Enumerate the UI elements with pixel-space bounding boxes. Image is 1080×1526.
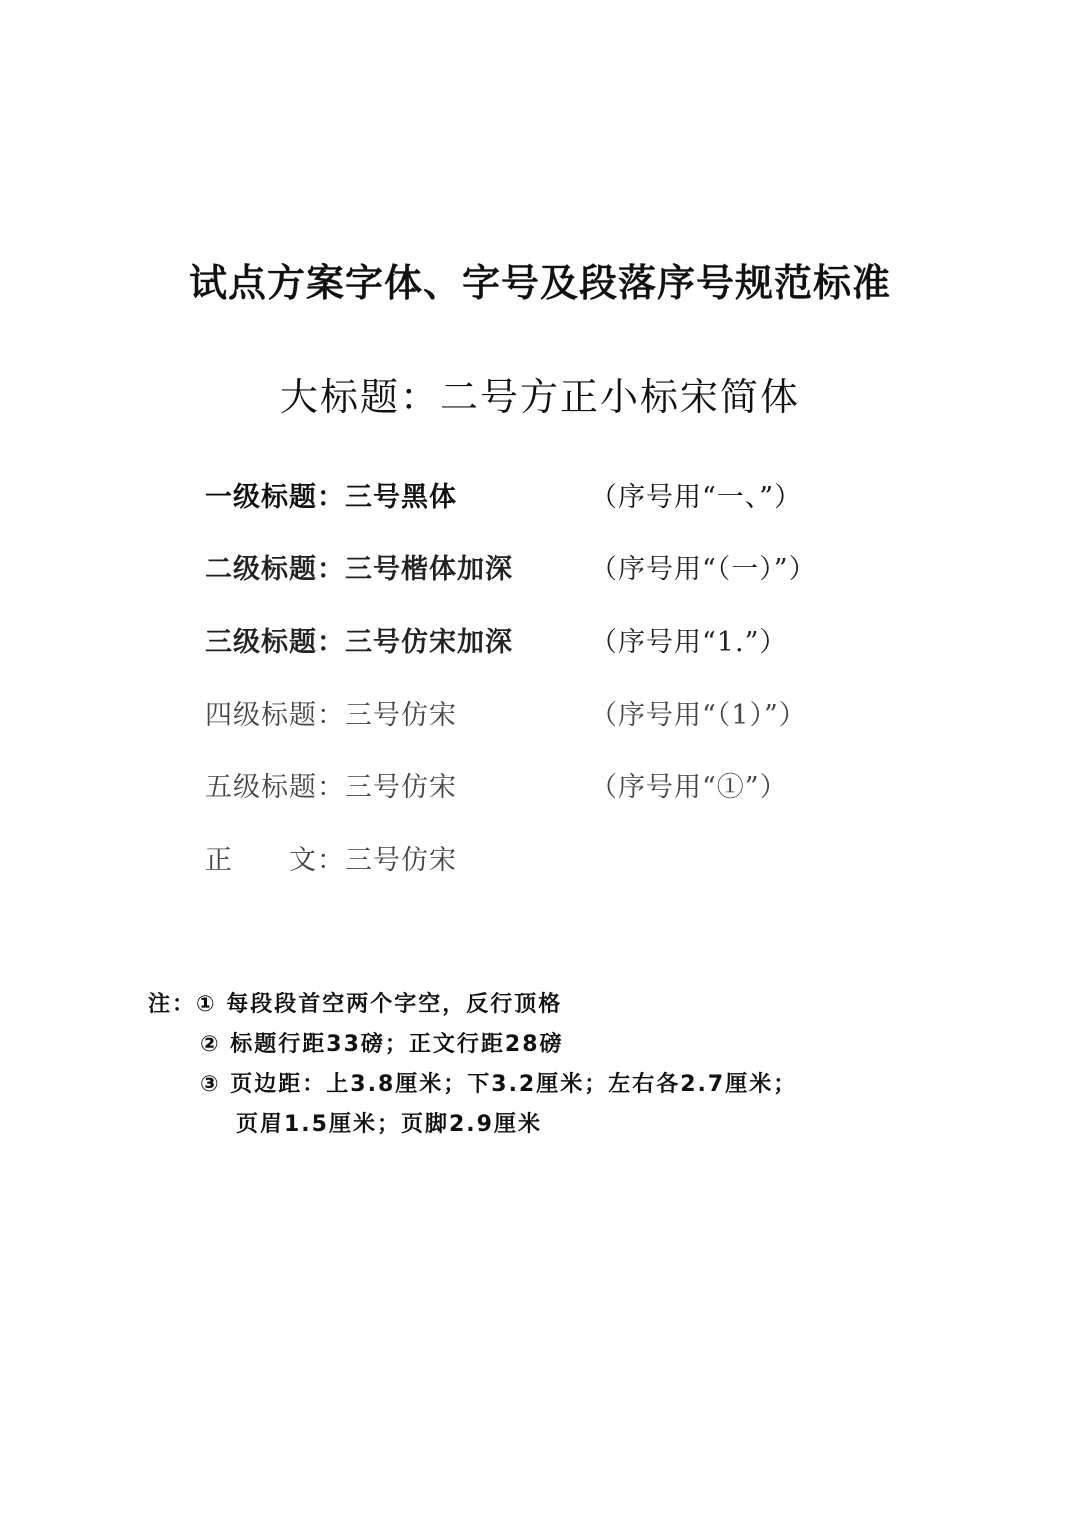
note-line-1: 注：① 每段段首空两个字空，反行顶格	[148, 992, 563, 1017]
spec-numbering: （序号用“（1）”）	[590, 700, 807, 731]
note-line-4: 页眉1.5厘米；页脚2.9厘米	[236, 1112, 542, 1137]
spec-label: 五级标题：三号仿宋	[205, 772, 457, 803]
spec-label: 一级标题：三号黑体	[205, 482, 457, 513]
document-subtitle: 大标题：二号方正小标宋简体	[279, 375, 800, 419]
spec-numbering: （序号用“一、”）	[590, 482, 803, 513]
spec-label: 二级标题：三号楷体加深	[205, 554, 513, 585]
spec-numbering: （序号用“1.”）	[590, 627, 788, 658]
spec-numbering: （序号用“（一）”）	[590, 554, 817, 585]
spec-label: 三级标题：三号仿宋加深	[205, 627, 513, 658]
note-line-3: ③ 页边距：上3.8厘米；下3.2厘米；左右各2.7厘米；	[200, 1072, 798, 1097]
document-title: 试点方案字体、字号及段落序号规范标准	[188, 261, 891, 305]
spec-label: 四级标题：三号仿宋	[205, 700, 457, 731]
spec-numbering: （序号用“①”）	[590, 772, 788, 803]
note-line-2: ② 标题行距33磅；正文行距28磅	[200, 1032, 564, 1057]
spec-label: 正 文：三号仿宋	[205, 845, 457, 876]
